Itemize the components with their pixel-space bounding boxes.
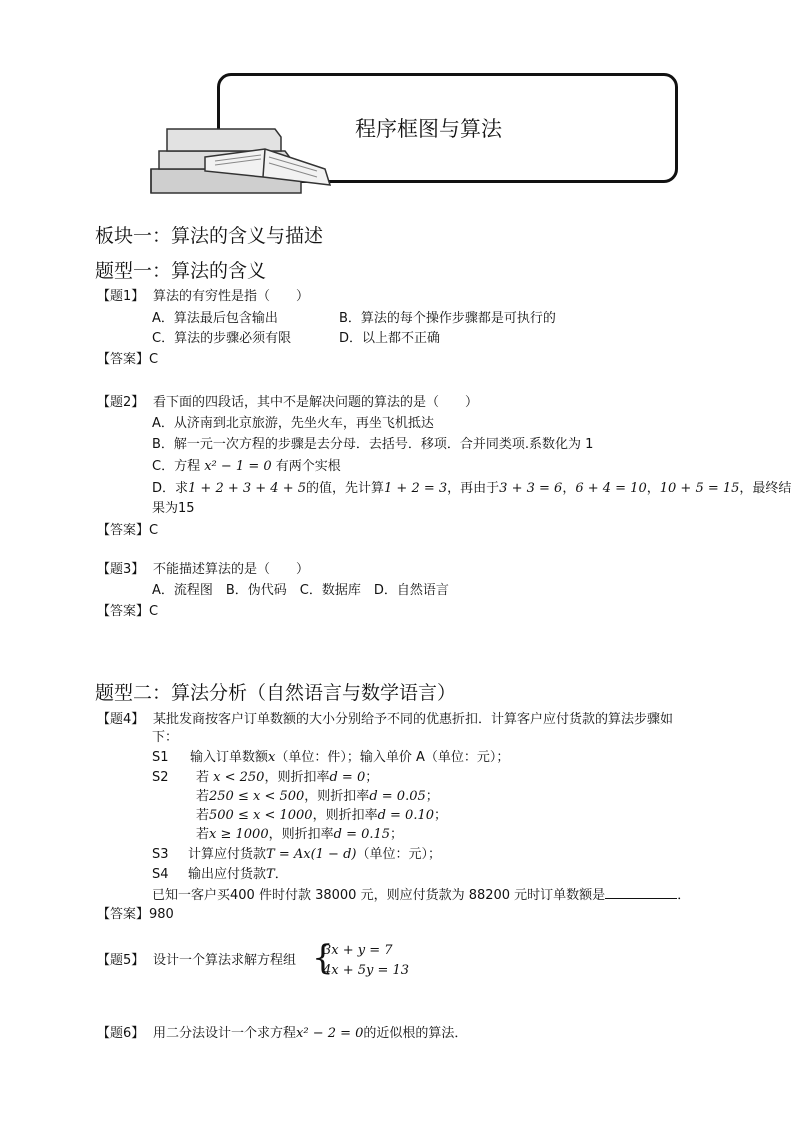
books-illustration [145, 125, 335, 200]
question-tag: 【题6】 [97, 1026, 145, 1041]
math-expression: x < 250 [213, 770, 265, 785]
q1-option-b: B．算法的每个操作步骤都是可执行的 [339, 311, 556, 326]
q2-option-d-continued: 果为15 [152, 501, 195, 516]
question-2-stem [97, 393, 478, 413]
question-3-stem [97, 560, 309, 580]
question-tag: 【题5】 [97, 953, 145, 968]
step-s2-case-3 [196, 806, 447, 826]
step-text: 若 [196, 808, 210, 823]
math-expression: d = 0 [329, 770, 366, 785]
q2-answer [97, 521, 158, 541]
answer-value: C [149, 604, 159, 619]
math-expression: 1 + 2 + 3 + 4 + 5 [188, 481, 306, 496]
option-label: D．求 [152, 481, 189, 496]
step-s2 [152, 768, 378, 788]
step-text: 若 [196, 789, 210, 804]
math-expression: d = 0.15 [333, 827, 391, 842]
question-tag: 【题1】 [97, 289, 145, 304]
step-label: S2 [152, 770, 169, 785]
option-text: ， [562, 481, 576, 496]
q2-option-d [152, 479, 791, 499]
step-text: 若 [196, 770, 214, 785]
step-text: 输出应付货款 [188, 867, 267, 882]
step-text: （单位：件）；输入单价 A（单位：元）； [275, 750, 510, 765]
option-text: ， [646, 481, 660, 496]
question-text: 不能描述算法的是（ ） [153, 562, 310, 577]
question-5-stem [97, 951, 296, 971]
q1-answer [97, 350, 158, 370]
q4-answer [97, 905, 174, 925]
math-variable: T [266, 867, 275, 882]
option-text: 有两个实根 [271, 459, 341, 474]
question-tag: 【题2】 [97, 395, 145, 410]
answer-tag: 【答案】 [97, 523, 150, 538]
question-text: 算法的有穷性是指（ ） [153, 289, 310, 304]
answer-value: C [149, 352, 159, 367]
q2-option-a: A．从济南到北京旅游，先坐火车，再坐飞机抵达 [152, 416, 434, 431]
math-expression: 1 + 2 = 3 [384, 481, 448, 496]
math-expression: 250 ≤ x < 500 [209, 789, 305, 804]
page-title: 程序框图与算法 [355, 117, 502, 141]
question-text: 的近似根的算法． [363, 1026, 468, 1041]
math-expression: 500 ≤ x < 1000 [209, 808, 313, 823]
q2-option-c [152, 457, 341, 477]
option-text: ，最终结 [739, 481, 792, 496]
math-variable: x [268, 750, 276, 765]
q1-option-c: C．算法的步骤必须有限 [152, 331, 292, 346]
step-s2-case-4 [196, 825, 403, 845]
step-label: S4 [152, 867, 169, 882]
type-heading-2: 题型二：算法分析（自然语言与数学语言） [95, 682, 457, 704]
question-text: 某批发商按客户订单数额的大小分别给予不同的优惠折扣．计算客户应付货款的算法步骤如 [153, 712, 674, 727]
question-6-stem [97, 1024, 467, 1044]
step-text: ； [434, 808, 448, 823]
punctuation: ． [677, 888, 691, 903]
step-text: ； [365, 770, 379, 785]
question-text: 已知一客户买400 件时付款 38000 元，则应付货款为 88200 元时订单数额是 [152, 888, 606, 903]
q1-option-a: A．算法最后包含输出 [152, 311, 278, 326]
answer-value: 980 [149, 907, 174, 922]
equation-1: 3x + y = 7 [323, 943, 393, 958]
step-text: ． [274, 867, 288, 882]
math-expression: T = Ax(1 − d) [266, 847, 357, 862]
math-expression: 10 + 5 = 15 [659, 481, 740, 496]
q4-given [152, 885, 690, 906]
q3-options: A．流程图 B．伪代码 C．数据库 D．自然语言 [152, 583, 449, 598]
step-text: ； [425, 789, 439, 804]
step-text: ，则折扣率 [264, 770, 330, 785]
step-text: ，则折扣率 [304, 789, 370, 804]
step-s4 [152, 865, 288, 885]
step-label: S1 [152, 750, 169, 765]
question-text: 看下面的四段话，其中不是解决问题的算法的是（ ） [153, 395, 479, 410]
answer-tag: 【答案】 [97, 352, 150, 367]
answer-tag: 【答案】 [97, 907, 150, 922]
step-text: ，则折扣率 [312, 808, 378, 823]
step-s2-case-2 [196, 787, 439, 807]
q1-option-d: D．以上都不正确 [339, 331, 441, 346]
answer-value: C [149, 523, 159, 538]
question-1-stem [97, 287, 309, 307]
step-text: ； [390, 827, 404, 842]
step-text: （单位：元）； [356, 847, 441, 862]
q3-answer [97, 602, 158, 622]
math-expression: d = 0.05 [369, 789, 426, 804]
math-expression: x ≥ 1000 [209, 827, 269, 842]
section-heading: 板块一：算法的含义与描述 [95, 225, 324, 247]
math-expression: 6 + 4 = 10 [575, 481, 647, 496]
step-s3 [152, 845, 441, 865]
question-4-stem-continued: 下： [152, 730, 179, 745]
question-4-stem [97, 710, 673, 730]
math-expression: x² − 2 = 0 [296, 1026, 364, 1041]
step-text: 若 [196, 827, 210, 842]
step-text: 输入订单数额 [190, 750, 269, 765]
option-text: ，再由于 [447, 481, 500, 496]
q2-option-b: B．解一元一次方程的步骤是去分母．去括号．移项．合并同类项.系数化为 1 [152, 437, 594, 452]
question-tag: 【题3】 [97, 562, 145, 577]
type-heading-1: 题型一：算法的含义 [95, 260, 267, 282]
question-text: 设计一个算法求解方程组 [153, 953, 297, 968]
equation-2: 4x + 5y = 13 [323, 963, 410, 978]
option-label: C．方程 [152, 459, 205, 474]
math-expression: d = 0.10 [377, 808, 435, 823]
step-label: S3 [152, 847, 169, 862]
answer-blank [605, 885, 677, 899]
step-text: 计算应付货款 [188, 847, 267, 862]
system-brace: { [312, 938, 334, 978]
step-text: ，则折扣率 [268, 827, 334, 842]
option-text: 的值，先计算 [306, 481, 385, 496]
answer-tag: 【答案】 [97, 604, 150, 619]
question-tag: 【题4】 [97, 712, 145, 727]
question-text: 用二分法设计一个求方程 [153, 1026, 297, 1041]
math-expression: 3 + 3 = 6 [499, 481, 563, 496]
math-expression: x² − 1 = 0 [204, 459, 272, 474]
step-s1 [152, 748, 509, 768]
